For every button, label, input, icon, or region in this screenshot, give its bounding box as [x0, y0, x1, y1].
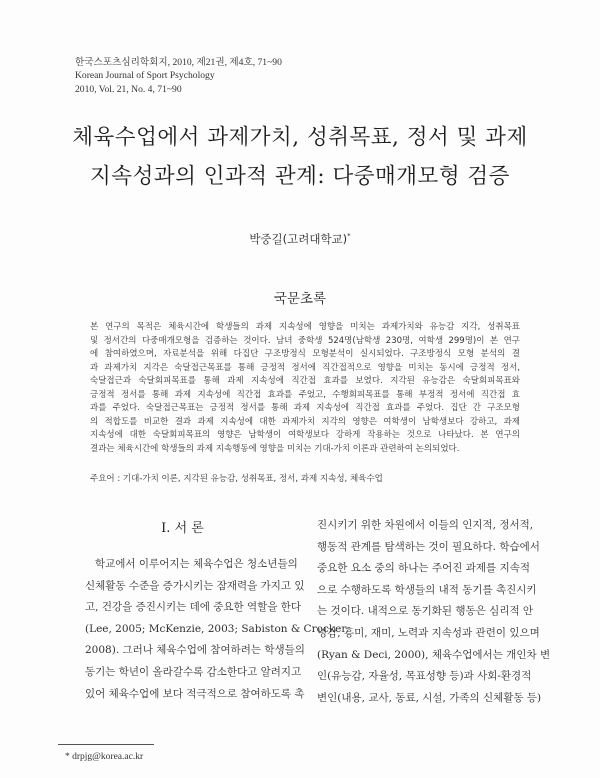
author-affiliation — [0, 231, 600, 247]
article-title-line-1: 체육수업에서 과제가치, 성취목표, 정서 및 과제 — [72, 125, 528, 150]
abstract-line: 에 참여하였으며, 자료분석을 위해 다집단 구조방정식 모형분석이 실시되었다. 구조방정식 모형 분석의 결 — [90, 349, 520, 360]
body-text-line: 고, 건강을 증진시키는 데에 중요한 역할을 한다 — [85, 601, 302, 614]
body-text-line: 행동적 관계를 탐색하는 것이 필요하다. 학습에서 — [317, 540, 540, 553]
author-name: 박중길(고려대학교) — [249, 232, 348, 246]
body-text-line: 중요한 요소 중의 하나는 주어진 과제를 지속적 — [317, 562, 530, 575]
body-text-line: 동기는 학년이 올라갈수록 감소한다고 알려지고 — [85, 665, 302, 678]
body-text-line: 신체활동 수준을 증가시키는 잠재력을 가지고 있 — [85, 579, 305, 592]
journal-name-english: Korean Journal of Sport Psychology — [75, 70, 215, 82]
footnote-email: * drpjg@korea.ac.kr — [65, 752, 144, 762]
body-text-line: 있어 체육수업에 보다 적극적으로 참여하도록 촉 — [85, 687, 305, 700]
body-text-line: 는 것이다. 내적으로 동기화된 행동은 심리적 안 — [317, 605, 534, 618]
article-title-line-2: 지속성과의 인과적 관계: 다중매개모형 검증 — [90, 164, 510, 189]
body-text-line: (Lee, 2005; McKenzie, 2003; Sabiston & Crocker, — [85, 622, 349, 635]
body-column-right — [317, 515, 551, 709]
author-footnote-marker: * — [347, 232, 351, 240]
abstract-body — [90, 321, 520, 456]
abstract-line: 본 연구의 목적은 체육시간에 학생들의 과제 지속성에 영향을 미치는 과제가치와 유능감 지각, 성취목표 — [90, 322, 520, 332]
body-column-left — [85, 554, 349, 705]
abstract-heading: 국문초록 — [273, 291, 327, 307]
abstract-line: 과 과제가치 지각은 숙달접근목표를 통해 긍정적 정서에 직간접적으로 영향을 미치는 동시에 긍정적 정서, — [90, 362, 520, 373]
journal-citation-english: 2010, Vol. 21, No. 4, 71~90 — [75, 83, 182, 95]
abstract-line: 지속성에 대한 숙달회피목표의 영향은 남학생이 여학생보다 강하게 작용하는 것으로 나타났다. 본 연구의 — [90, 430, 520, 441]
footnote-divider — [58, 744, 154, 745]
abstract-line: 긍정적 정서를 통해 과제 지속성에 직간접 효과를 주었고, 수행회피목표를 통해 부정적 정서에 직간접 효 — [90, 389, 520, 400]
body-text-line: 녕감, 흥미, 재미, 노력과 지속성과 관련이 있으며 — [317, 626, 540, 639]
keywords: 주요어 : 기대-가치 이론, 지각된 유능감, 성취목표, 정서, 과제 지속성, 체육수업 — [90, 474, 383, 484]
abstract-line: 결과는 체육시간에 학생들의 과제 지속행동에 영향을 미치는 기대-가치 이론과 관련하여 논의되었다. — [90, 443, 460, 454]
journal-citation-korean: 한국스포츠심리학회지, 2010, 제21권, 제4호, 71~90 — [75, 57, 282, 68]
section-heading-introduction: I. 서 론 — [161, 521, 204, 536]
abstract-line: 과를 주었다. 숙달접근목표는 긍정적 정서를 통해 과제 지속성에 직간접 효과를 주었다. 집단 간 구조모형 — [90, 403, 520, 414]
journal-header — [75, 56, 375, 96]
body-text-line: 진시키기 위한 차원에서 이들의 인지적, 정서적, — [317, 519, 534, 531]
abstract-line: 숙달접근과 숙달회피목표를 통해 과제 지속성에 직간접 효과를 보였다. 지각된 유능감은 숙달회피목표와 — [90, 376, 520, 387]
body-text-line: 학교에서 이루어지는 체육수업은 청소년들의 — [95, 558, 298, 570]
abstract-line: 및 정서간의 다중매개모형을 검증하는 것이다. 남녀 중학생 524명(남학생 230명, 여학생 299명)이 본 연구 — [90, 335, 520, 346]
body-text-line: 변인(내용, 교사, 동료, 시설, 가족의 신체활동 등) — [317, 691, 542, 704]
body-text-line: 2008). 그러나 체육수업에 참여하려는 학생들의 — [85, 644, 305, 657]
body-text-line: (Ryan & Deci, 2000), 체육수업에서는 개인차 변 — [317, 648, 551, 661]
body-text-line: 으로 수행하도록 학생들의 내적 동기를 촉진시키 — [317, 583, 537, 596]
body-text-line: 인(유능감, 자율성, 목표성향 등)과 사회-환경적 — [317, 670, 532, 683]
abstract-line: 의 적합도를 비교한 결과 과제 지속성에 대한 과제가치 지각의 영향은 여학생이 남학생보다 강하고, 과제 — [90, 416, 520, 427]
